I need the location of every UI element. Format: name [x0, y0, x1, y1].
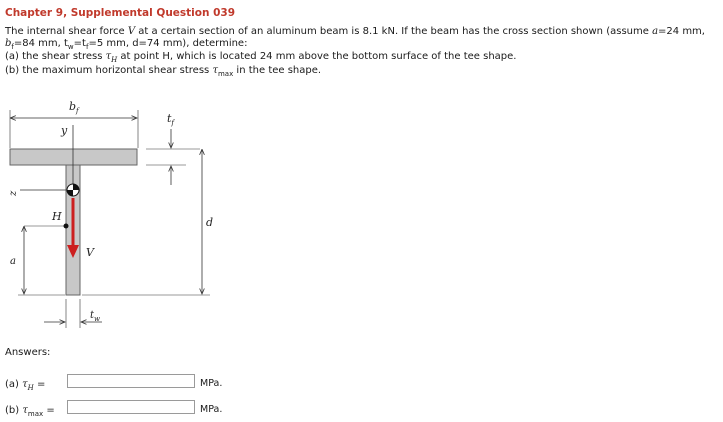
answers-heading: Answers: [5, 347, 51, 358]
statement-line-2: $b_f=84$ mm, $t_w=t_f=5$ mm, d=74 mm), determine: [5, 38, 248, 51]
tee-section-figure [0, 96, 230, 331]
answer-a-label: (a) $\tau_H$ = [5, 379, 46, 392]
tw-label: $t_w$ [90, 310, 101, 323]
statement-line-4: (b) the maximum horizontal shear stress $\tau_{max}$ in the tee shape. [5, 65, 322, 78]
answer-a-unit: MPa. [200, 378, 223, 389]
H-label: H [52, 210, 62, 223]
point-H [64, 224, 69, 229]
answer-b-label: (b) $\tau_{max}$ = [5, 405, 55, 418]
d-label: d [206, 216, 214, 229]
statement-line-1: The internal shear force V at a certain section of an aluminum beam is 8.1 kN. If the beam has the cross section shown (assume a=24 mm, [5, 26, 705, 37]
a-label: a [10, 256, 16, 267]
answer-a-input[interactable] [67, 374, 195, 388]
tee-flange [10, 149, 137, 165]
bf-label: $b_f$ [69, 100, 79, 115]
z-label: z [8, 190, 19, 196]
answer-b-unit: MPa. [200, 404, 223, 415]
y-label: y [61, 124, 68, 137]
tf-label: $t_f$ [167, 112, 175, 127]
statement-line-3: (a) the shear stress $\tau_H$ at point H, which is located 24 mm above the bottom surface of the tee shape. [5, 51, 517, 64]
V-label: V [86, 246, 94, 259]
answer-b-input[interactable] [67, 400, 195, 414]
question-title: Chapter 9, Supplemental Question 039 [5, 7, 236, 19]
